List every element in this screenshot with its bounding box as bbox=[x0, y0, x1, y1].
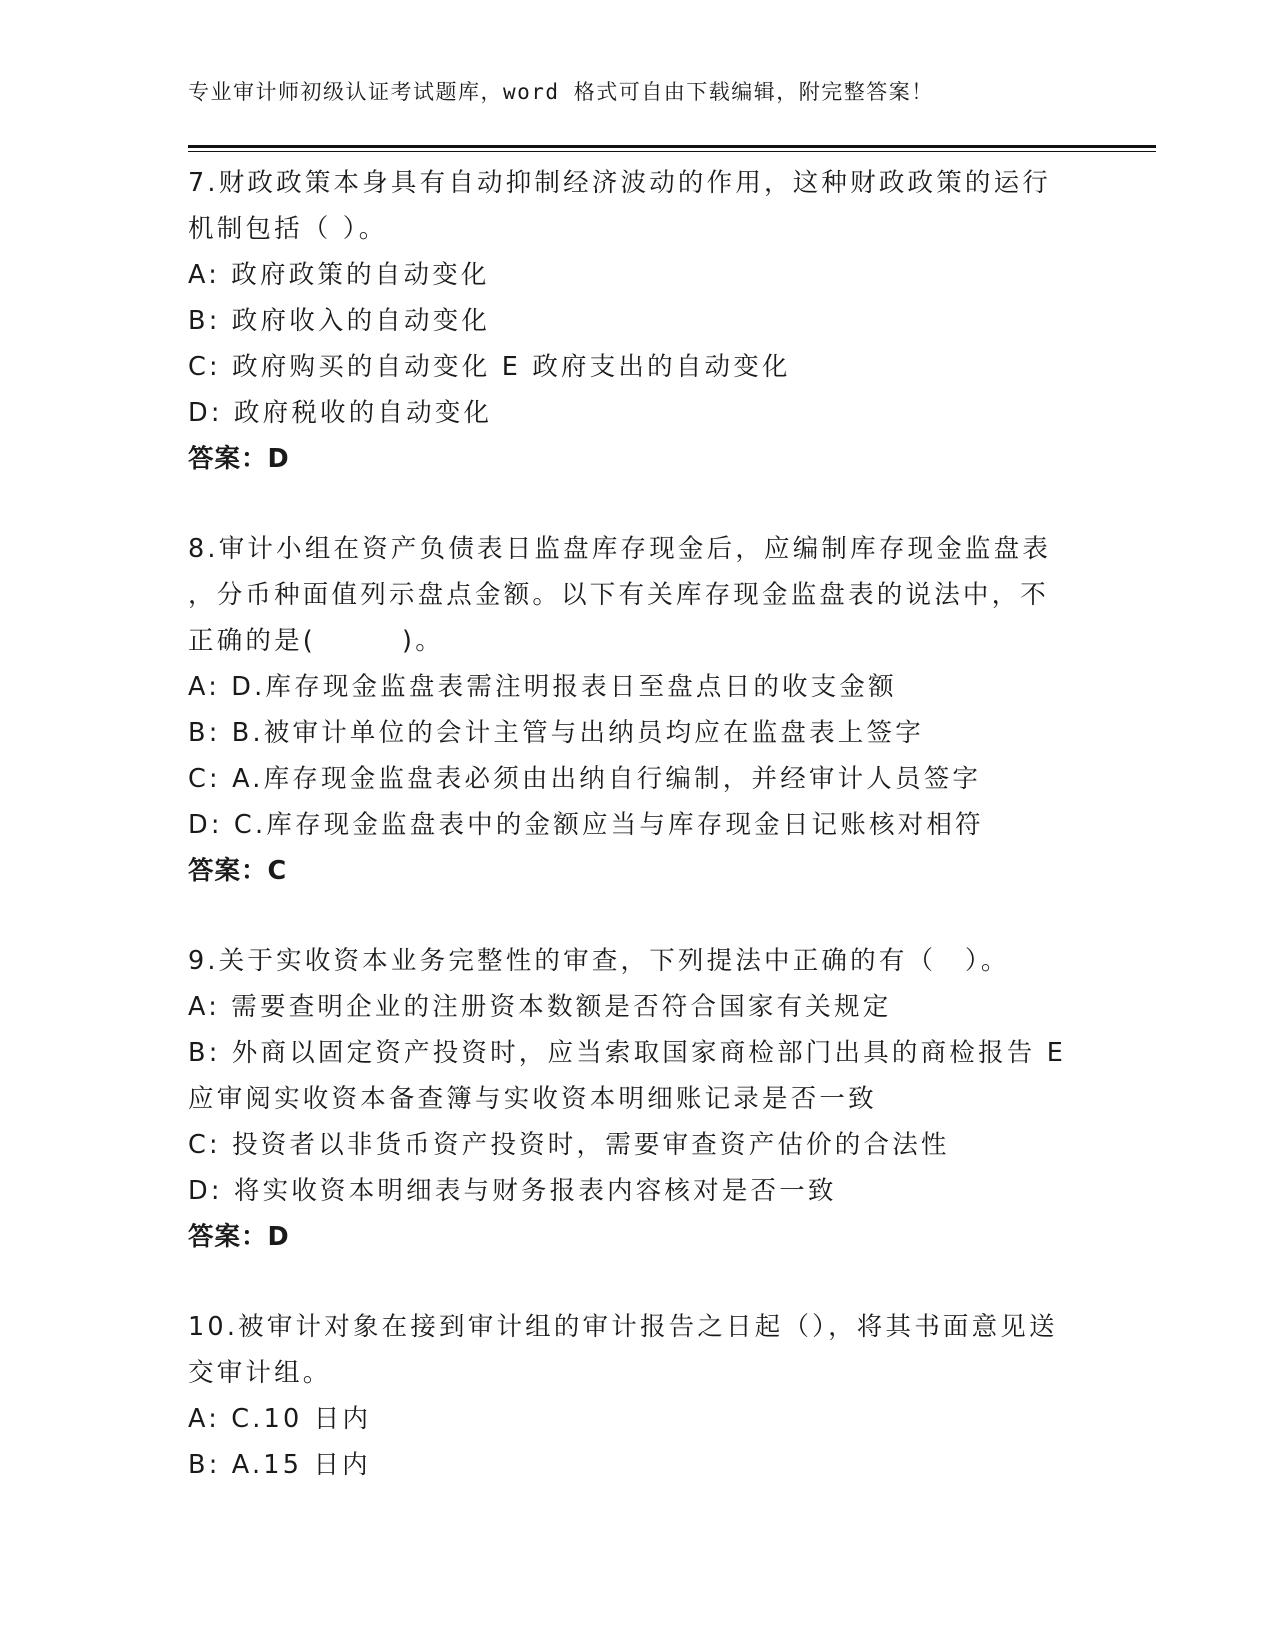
option-line: B: A.15 日内 bbox=[188, 1450, 371, 1480]
question-spacer bbox=[188, 1260, 1088, 1304]
option-line: A: D.库存现金监盘表需注明报表日至盘点日的收支金额 bbox=[188, 672, 897, 702]
option-line: A: 需要查明企业的注册资本数额是否符合国家有关规定 bbox=[188, 992, 892, 1022]
option-line: C: A.库存现金监盘表必须由出纳自行编制，并经审计人员签字 bbox=[188, 764, 982, 794]
question-stem-line: 10.被审计对象在接到审计组的审计报告之日起（），将其书面意见送 bbox=[188, 1312, 1058, 1342]
question-spacer bbox=[188, 894, 1088, 938]
option-line: C: 投资者以非货币资产投资时，需要审查资产估价的合法性 bbox=[188, 1130, 950, 1160]
question-block bbox=[188, 938, 1088, 1260]
header-divider-thick bbox=[188, 145, 1156, 148]
option-line: B: 政府收入的自动变化 bbox=[188, 306, 491, 336]
question-stem-line: 交审计组。 bbox=[188, 1358, 332, 1388]
option-line: B: 外商以固定资产投资时，应当索取国家商检部门出具的商检报告 E bbox=[188, 1038, 1067, 1068]
page-header: 专业审计师初级认证考试题库，word 格式可自由下载编辑，附完整答案！ bbox=[188, 80, 934, 104]
header-divider-thin bbox=[188, 151, 1156, 152]
option-line: A: 政府政策的自动变化 bbox=[188, 260, 490, 290]
question-block bbox=[188, 1304, 1088, 1488]
question-list bbox=[188, 160, 1088, 1488]
option-line: D: C.库存现金监盘表中的金额应当与库存现金日记账核对相符 bbox=[188, 810, 984, 840]
question-stem-line: 8.审计小组在资产负债表日监盘库存现金后，应编制库存现金监盘表 bbox=[188, 534, 1052, 564]
answer-line: 答案：D bbox=[188, 444, 290, 474]
answer-line: 答案：C bbox=[188, 856, 288, 886]
option-line: A: C.10 日内 bbox=[188, 1404, 372, 1434]
question-stem-line: 正确的是( )。 bbox=[188, 626, 444, 656]
option-line: C: 政府购买的自动变化 E 政府支出的自动变化 bbox=[188, 352, 791, 382]
question-block bbox=[188, 526, 1088, 894]
question-stem-line: 9.关于实收资本业务完整性的审查，下列提法中正确的有（ ）。 bbox=[188, 946, 1010, 976]
question-block bbox=[188, 160, 1088, 482]
option-line: D: 政府税收的自动变化 bbox=[188, 398, 493, 428]
question-stem-line: 机制包括（ ）。 bbox=[188, 214, 388, 244]
question-stem-line: ，分币种面值列示盘点金额。以下有关库存现金监盘表的说法中，不 bbox=[188, 580, 1050, 610]
option-line: D: 将实收资本明细表与财务报表内容核对是否一致 bbox=[188, 1176, 837, 1206]
question-spacer bbox=[188, 482, 1088, 526]
option-line: B: B.被审计单位的会计主管与出纳员均应在监盘表上签字 bbox=[188, 718, 924, 748]
question-stem-line: 7.财政政策本身具有自动抑制经济波动的作用，这种财政政策的运行 bbox=[188, 168, 1052, 198]
answer-line: 答案：D bbox=[188, 1222, 290, 1252]
option-line: 应审阅实收资本备查簿与实收资本明细账记录是否一致 bbox=[188, 1084, 877, 1114]
